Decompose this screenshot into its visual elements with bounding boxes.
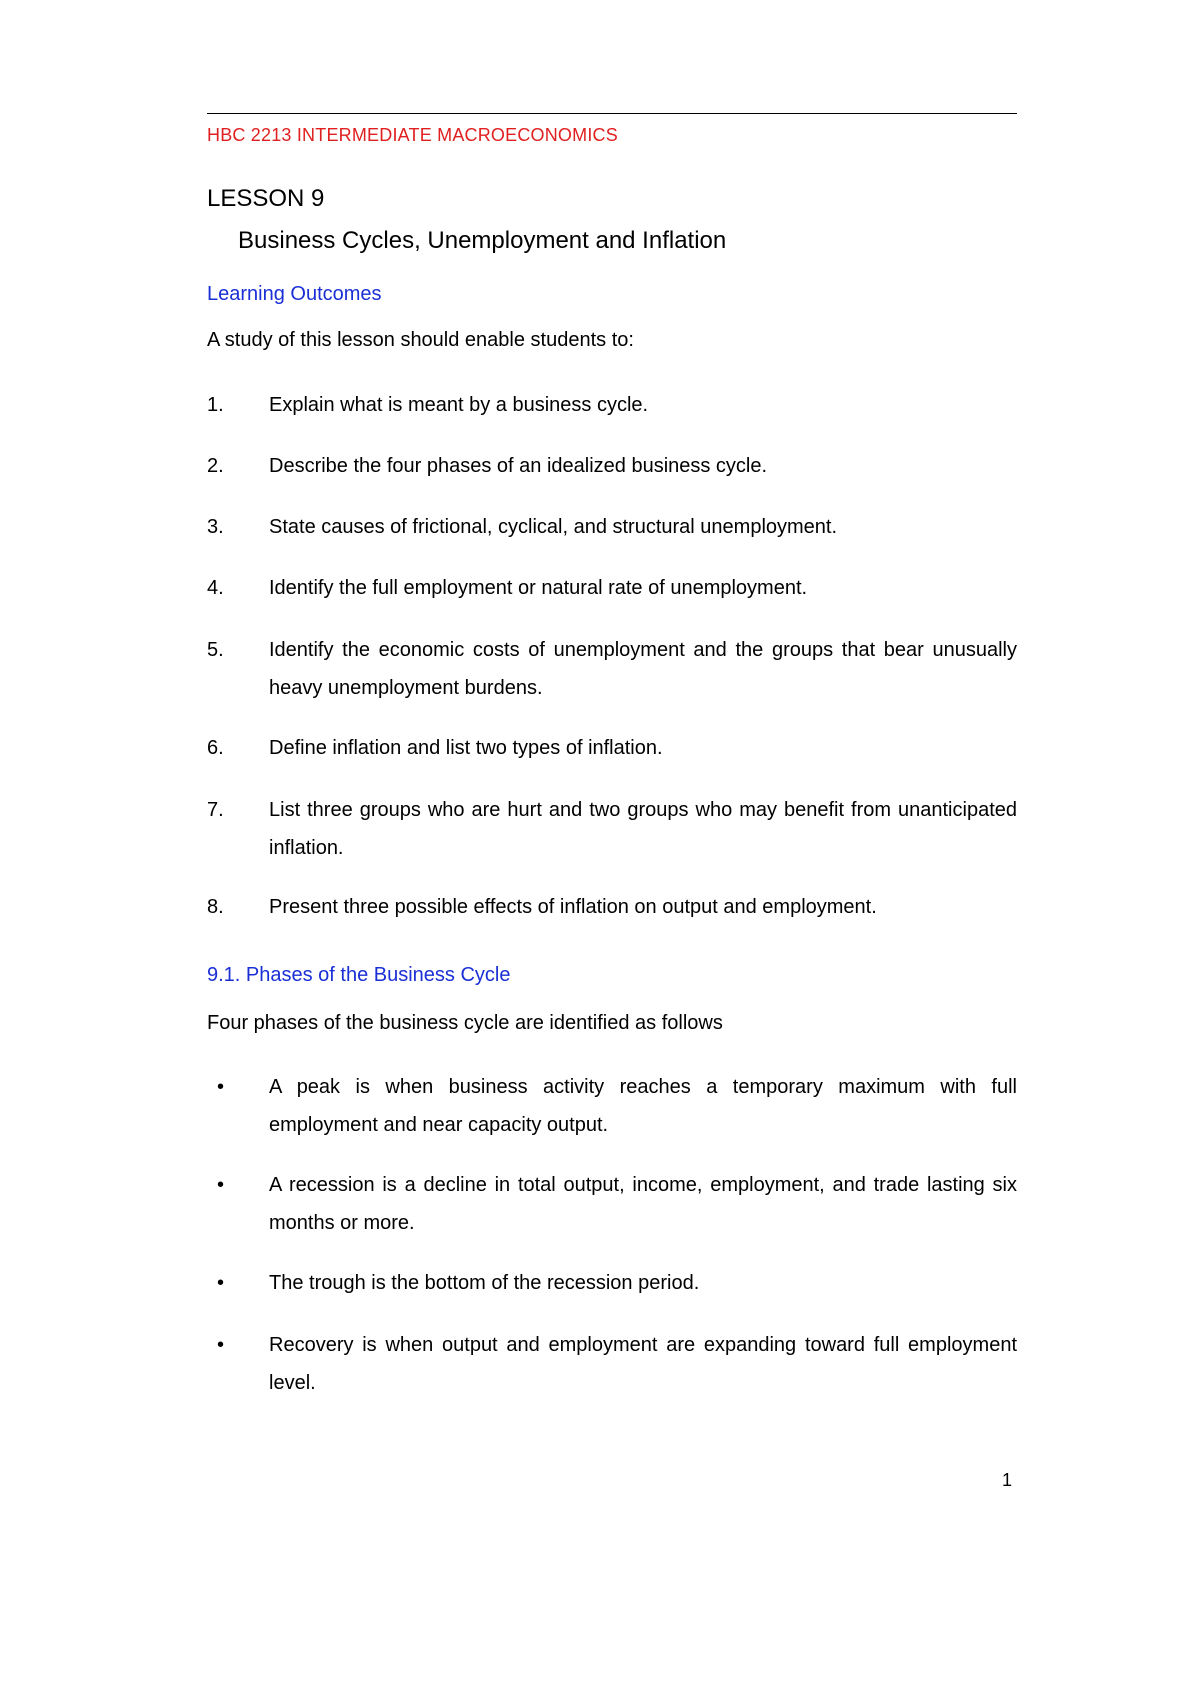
outcome-number: 6. [207, 737, 224, 759]
phase-bullet [207, 1326, 1017, 1402]
outcome-text: Identify the economic costs of unemployment and the groups that bear unusually heavy unemployment burdens. [269, 639, 1017, 699]
phase-bullet [207, 1264, 1017, 1302]
outcome-text: Define inflation and list two types of inflation. [269, 737, 663, 759]
outcome-text: Present three possible effects of inflation on output and employment. [269, 896, 877, 918]
outcome-item [207, 631, 1017, 707]
outcome-number: 1. [207, 394, 224, 416]
outcome-text: Describe the four phases of an idealized business cycle. [269, 455, 768, 477]
outcome-number: 3. [207, 516, 224, 538]
outcome-item [207, 447, 1017, 485]
section-heading: 9.1. Phases of the Business Cycle [207, 964, 511, 986]
outcome-item [207, 791, 1017, 867]
phase-text: A peak is when business activity reaches a temporary maximum with full employment and near capacity output. [269, 1076, 1017, 1136]
outcome-item [207, 729, 1017, 767]
phase-text: The trough is the bottom of the recession period. [269, 1272, 700, 1294]
lesson-title: Business Cycles, Unemployment and Inflation [238, 227, 727, 254]
outcome-text: Identify the full employment or natural rate of unemployment. [269, 577, 808, 599]
outcome-number: 5. [207, 639, 224, 661]
lesson-label: LESSON 9 [207, 185, 325, 212]
outcome-text: List three groups who are hurt and two groups who may benefit from unanticipated inflation. [269, 799, 1017, 859]
phase-bullet [207, 1068, 1017, 1144]
header-rule [207, 113, 1017, 114]
outcome-text: Explain what is meant by a business cycle. [269, 394, 649, 416]
section-intro: Four phases of the business cycle are identified as follows [207, 1012, 723, 1034]
outcome-item [207, 569, 1017, 607]
outcome-item [207, 508, 1017, 546]
bullet-icon: • [217, 1076, 225, 1098]
bullet-icon: • [217, 1334, 225, 1356]
outcome-number: 2. [207, 455, 224, 477]
course-header: HBC 2213 INTERMEDIATE MACROECONOMICS [207, 125, 618, 145]
outcome-text: State causes of frictional, cyclical, and structural unemployment. [269, 516, 838, 538]
outcome-item [207, 386, 1017, 424]
learning-outcomes-intro: A study of this lesson should enable students to: [207, 329, 634, 351]
phase-bullet [207, 1166, 1017, 1242]
learning-outcomes-heading: Learning Outcomes [207, 283, 382, 305]
bullet-icon: • [217, 1272, 225, 1294]
phase-text: A recession is a decline in total output, income, employment, and trade lasting six months or more. [269, 1174, 1017, 1234]
outcome-item [207, 888, 1017, 926]
outcome-number: 4. [207, 577, 224, 599]
page-number: 1 [1002, 1470, 1013, 1490]
outcome-number: 8. [207, 896, 224, 918]
bullet-icon: • [217, 1174, 225, 1196]
outcome-number: 7. [207, 799, 224, 821]
phase-text: Recovery is when output and employment are expanding toward full employment level. [269, 1334, 1017, 1394]
